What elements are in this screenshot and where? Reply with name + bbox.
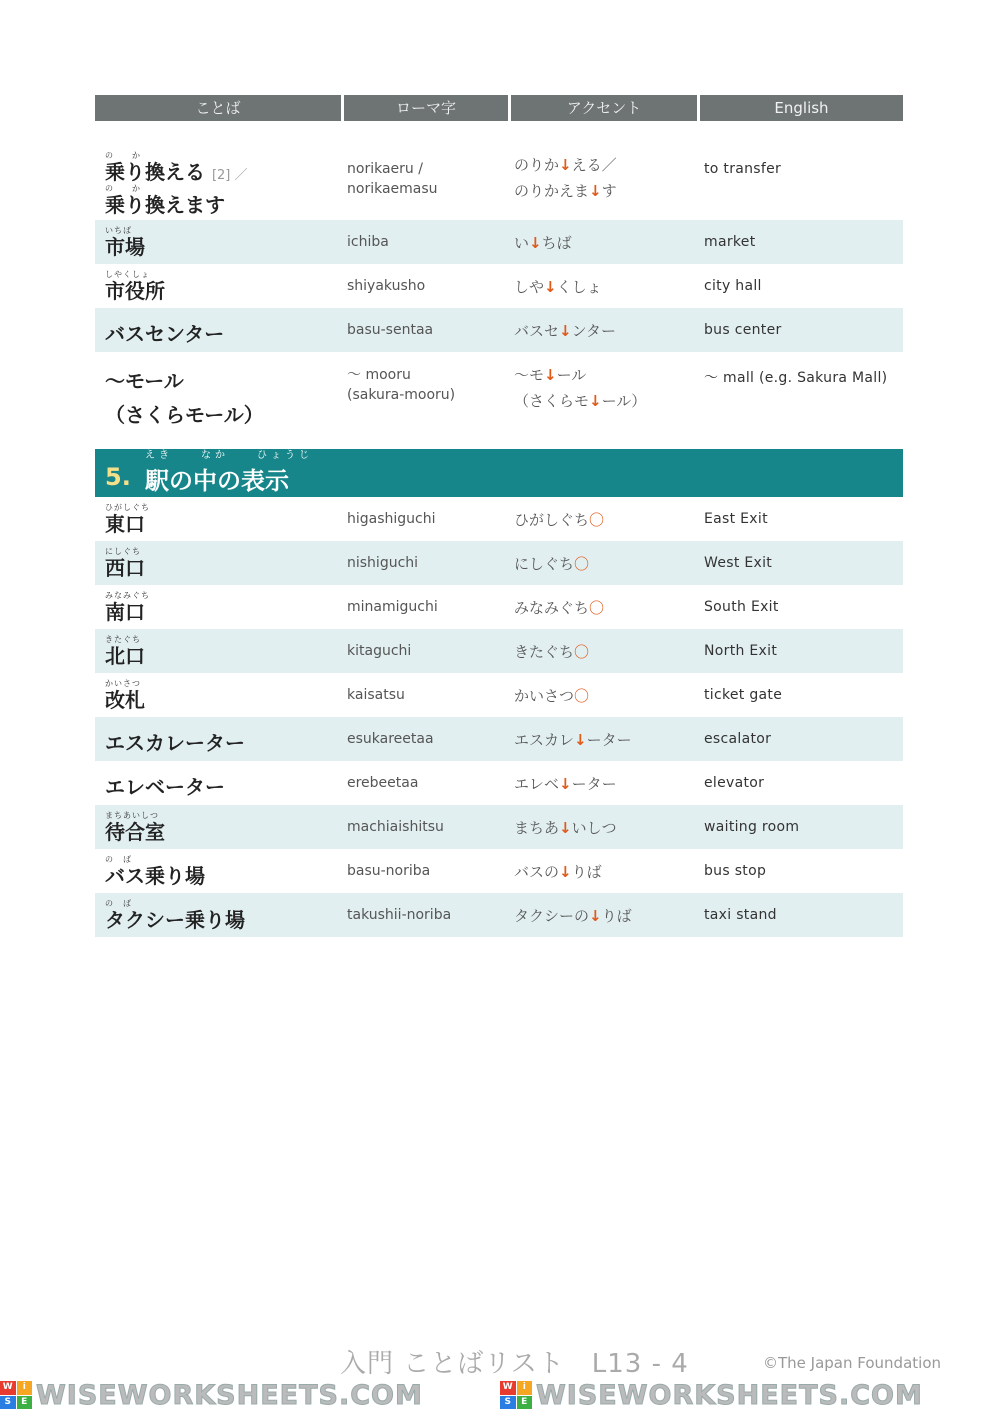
footer-title: 入門 ことばリスト L13 - 4 xyxy=(340,1349,689,1379)
table-row xyxy=(95,893,903,937)
furigana: ひがしぐち xyxy=(105,503,150,512)
furigana: まちあいしつ xyxy=(105,811,159,820)
watermark-logo-icon: W i S E xyxy=(0,1381,32,1409)
romaji: ～ mooru xyxy=(347,367,411,383)
word: 市役所 xyxy=(105,279,165,303)
accent: のりか↓える／ xyxy=(514,156,617,174)
watermark xyxy=(0,1379,1000,1411)
table-row xyxy=(95,264,903,308)
accent-down-arrow-icon: ↓ xyxy=(589,906,602,925)
romaji: erebeetaa xyxy=(347,775,419,791)
section-number: 5. xyxy=(105,463,131,491)
english: market xyxy=(704,234,756,250)
word: ～モール xyxy=(105,369,184,393)
accent: ひがしぐち〇 xyxy=(514,510,605,529)
accent-down-arrow-icon: ↓ xyxy=(559,774,572,793)
romaji: norikaeru / xyxy=(347,161,423,177)
romaji: higashiguchi xyxy=(347,511,436,527)
accent-down-arrow-icon: ↓ xyxy=(589,392,602,410)
watermark-logo-icon: W i S E xyxy=(500,1381,532,1409)
table-row xyxy=(95,220,903,264)
accent: まちあ↓いしつ xyxy=(514,818,617,837)
watermark-text: WISEWORKSHEETS.COM xyxy=(536,1379,923,1411)
table-row xyxy=(95,352,903,428)
romaji: (sakura-mooru) xyxy=(347,387,456,403)
word: タクシー乗り場 xyxy=(105,908,245,932)
flat-accent-circle-icon: 〇 xyxy=(589,510,605,529)
table-row xyxy=(95,673,903,717)
flat-accent-circle-icon: 〇 xyxy=(574,686,590,705)
english: escalator xyxy=(704,731,772,747)
furigana: の ば xyxy=(105,855,132,864)
furigana: みなみぐち xyxy=(105,591,150,600)
accent: タクシーの↓りば xyxy=(514,906,632,925)
word: 南口 xyxy=(105,600,145,624)
header-english: English xyxy=(700,95,903,121)
english: East Exit xyxy=(704,511,768,527)
accent: かいさつ〇 xyxy=(514,686,590,705)
word: 東口 xyxy=(105,512,145,536)
header-kotoba: ことば xyxy=(95,95,341,121)
romaji: esukareetaa xyxy=(347,731,434,747)
flat-accent-circle-icon: 〇 xyxy=(574,554,590,573)
word: 乗り換えます xyxy=(105,192,225,217)
word: 市場 xyxy=(105,235,145,259)
accent: エスカレ↓ーター xyxy=(514,730,632,749)
word: 北口 xyxy=(105,644,145,668)
furigana: の ば xyxy=(105,899,132,908)
word: 乗り換える xyxy=(105,160,205,185)
table-row xyxy=(95,497,903,541)
watermark-text: WISEWORKSHEETS.COM xyxy=(36,1379,423,1411)
vocab-table-section xyxy=(95,497,903,937)
accent: エレベ↓ーター xyxy=(514,774,617,793)
accent: のりかえま↓す xyxy=(514,182,617,200)
table-row xyxy=(95,805,903,849)
accent-down-arrow-icon: ↓ xyxy=(544,277,557,296)
accent: い↓ちば xyxy=(514,233,572,252)
section-title: 駅の中の表示 xyxy=(145,467,289,495)
flat-accent-circle-icon: 〇 xyxy=(589,598,605,617)
english: taxi stand xyxy=(704,907,777,923)
table-row xyxy=(95,541,903,585)
table-header xyxy=(95,95,903,121)
copyright: ©The Japan Foundation xyxy=(763,1354,942,1372)
english: ～ mall (e.g. Sakura Mall) xyxy=(704,370,888,386)
english: bus center xyxy=(704,322,782,338)
furigana: いちば xyxy=(105,226,132,235)
accent: きたぐち〇 xyxy=(514,642,590,661)
romaji: norikaemasu xyxy=(347,181,438,197)
section-header xyxy=(95,449,903,497)
table-row xyxy=(95,761,903,805)
accent-down-arrow-icon: ↓ xyxy=(559,156,572,174)
header-romaji: ローマ字 xyxy=(344,95,508,121)
furigana: きたぐち xyxy=(105,635,141,644)
english: North Exit xyxy=(704,643,778,659)
romaji: nishiguchi xyxy=(347,555,419,571)
romaji: minamiguchi xyxy=(347,599,438,615)
table-row xyxy=(95,849,903,893)
accent-down-arrow-icon: ↓ xyxy=(574,730,587,749)
romaji: basu-noriba xyxy=(347,863,431,879)
table-row xyxy=(95,121,903,220)
word: 西口 xyxy=(105,556,145,580)
accent: ～モ↓ール xyxy=(514,366,587,384)
furigana: の か xyxy=(105,151,141,161)
table-row xyxy=(95,629,903,673)
furigana: かいさつ xyxy=(105,679,141,688)
furigana: えき なか ひょうじ xyxy=(145,450,313,461)
furigana: しやくしょ xyxy=(105,270,150,279)
english: city hall xyxy=(704,278,762,294)
accent-down-arrow-icon: ↓ xyxy=(559,862,572,881)
furigana: にしぐち xyxy=(105,547,141,556)
romaji: kitaguchi xyxy=(347,643,412,659)
english: ticket gate xyxy=(704,687,783,703)
accent: バスセ↓ンター xyxy=(514,321,616,340)
romaji: machiaishitsu xyxy=(347,819,444,835)
romaji: basu-sentaa xyxy=(347,322,434,338)
word: エスカレーター xyxy=(105,731,245,755)
word: 改札 xyxy=(105,688,145,712)
word: バスセンター xyxy=(105,322,225,346)
vocab-table-top xyxy=(95,95,903,428)
english: elevator xyxy=(704,775,765,791)
english: bus stop xyxy=(704,863,767,879)
word: 待合室 xyxy=(105,820,165,844)
furigana: の か xyxy=(105,183,141,193)
english: waiting room xyxy=(704,819,800,835)
accent-down-arrow-icon: ↓ xyxy=(529,233,542,252)
accent: バスの↓りば xyxy=(514,862,602,881)
accent: （さくらモ↓ール） xyxy=(514,392,647,410)
accent-down-arrow-icon: ↓ xyxy=(589,182,602,200)
romaji: takushii-noriba xyxy=(347,907,452,923)
english: to transfer xyxy=(704,161,782,177)
table-row xyxy=(95,585,903,629)
word: （さくらモール） xyxy=(105,403,264,427)
accent: しや↓くしょ xyxy=(514,277,602,296)
english: South Exit xyxy=(704,599,779,615)
word: バス乗り場 xyxy=(105,864,205,888)
romaji: shiyakusho xyxy=(347,278,426,294)
english: West Exit xyxy=(704,555,773,571)
romaji: ichiba xyxy=(347,234,389,250)
accent: にしぐち〇 xyxy=(514,554,590,573)
accent: みなみぐち〇 xyxy=(514,598,605,617)
word: エレベーター xyxy=(105,775,225,799)
accent-down-arrow-icon: ↓ xyxy=(544,366,557,384)
accent-down-arrow-icon: ↓ xyxy=(559,321,572,340)
romaji: kaisatsu xyxy=(347,687,405,703)
table-row xyxy=(95,308,903,352)
word-note: [2] ／ xyxy=(211,168,248,184)
header-accent: アクセント xyxy=(511,95,697,121)
table-row xyxy=(95,717,903,761)
accent-down-arrow-icon: ↓ xyxy=(559,818,572,837)
flat-accent-circle-icon: 〇 xyxy=(574,642,590,661)
